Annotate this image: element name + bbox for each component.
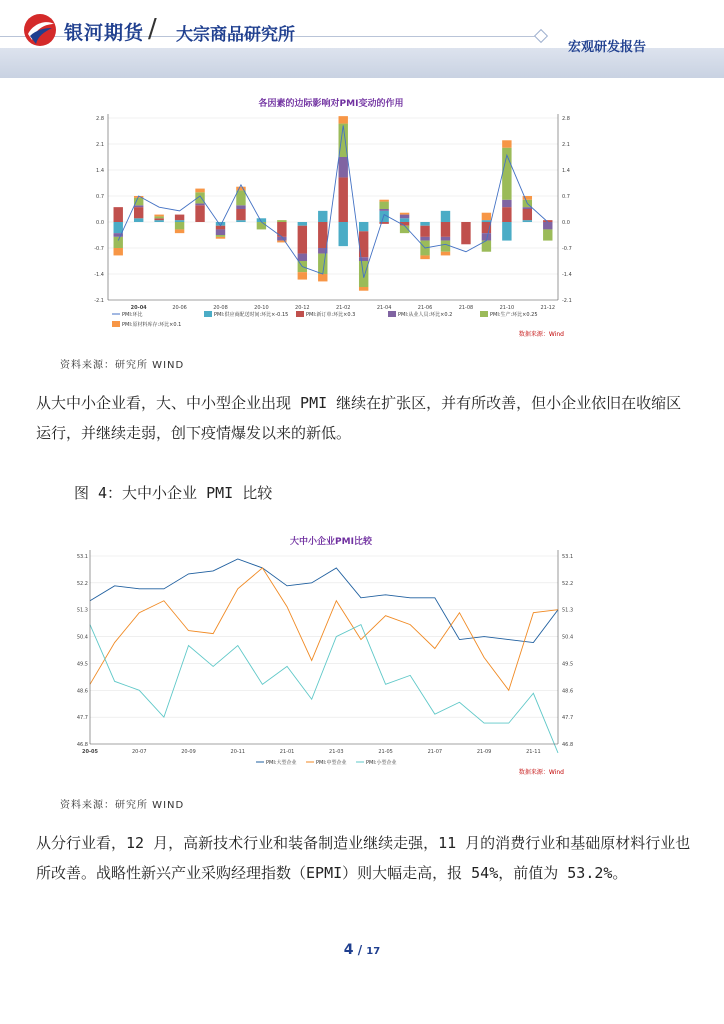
chart2-source-label: 数据来源：Wind (518, 769, 564, 776)
enterprise-pmi-chart (76, 530, 586, 780)
chart1-x-tick: 20-08 (213, 305, 228, 311)
chart1-bar-segment (236, 190, 245, 205)
chart2-x-tick: 20-07 (131, 749, 147, 755)
chart1-bar-segment (114, 207, 123, 222)
chart2-x-tick: 21-11 (526, 749, 541, 755)
chart2-series-line (90, 568, 558, 690)
chart1-bar-segment (175, 215, 184, 221)
chart1-x-tick: 20-06 (172, 305, 187, 311)
chart1-bar-segment (318, 211, 327, 222)
chart2-y-tick-right: 49.5 (562, 661, 574, 668)
chart1-bar-segment (523, 209, 532, 220)
chart2-legend-label: PMI:大型企业 (266, 760, 297, 766)
chart1-y-tick-right: -1.4 (562, 272, 572, 278)
chart1-bar-segment (236, 220, 245, 222)
chart1-bar-segment (420, 222, 429, 226)
chart1-bar-segment (236, 205, 245, 209)
chart1-bar-segment (216, 237, 225, 239)
chart1-bar-segment (400, 213, 409, 215)
pmi-factor-chart (86, 92, 586, 342)
page-number (0, 942, 724, 958)
chart1-bar-segment (420, 237, 429, 241)
chart1-bar-segment (134, 207, 143, 218)
chart1-bar-segment (298, 222, 307, 226)
chart1-bar-segment (318, 222, 327, 248)
chart2-series-line (90, 625, 558, 753)
chart1-y-tick-right: 1.4 (562, 168, 570, 174)
chart1-bar-segment (441, 237, 450, 241)
chart1-bar-segment (195, 205, 204, 222)
chart1-bar-segment (154, 218, 163, 220)
chart1-bar-segment (379, 200, 388, 202)
chart2-y-tick-right: 51.3 (562, 607, 574, 614)
chart1-y-tick-right: 0.0 (562, 220, 570, 226)
chart1-bar-segment (175, 222, 184, 229)
figure-4-title: 图 4：大中小企业 PMI 比较 (74, 484, 273, 502)
chart1-y-tick-left: -0.7 (94, 246, 104, 252)
chart1-legend-label: PMI:生产:环比×0.25 (490, 312, 538, 318)
chart1-bar-segment (298, 226, 307, 254)
chart1-legend-swatch (112, 321, 120, 327)
chart1-bar-segment (277, 220, 286, 222)
chart1-bar-segment (134, 218, 143, 222)
chart1-y-tick-left: -2.1 (94, 298, 104, 304)
chart1-x-tick: 21-12 (540, 305, 556, 311)
chart2-x-tick: 21-09 (476, 749, 492, 755)
chart1-bar-segment (420, 255, 429, 259)
page-header (0, 0, 724, 78)
chart1-y-tick-left: 0.0 (96, 220, 104, 226)
page-separator: / (357, 943, 363, 957)
chart2-y-tick-left: 47.7 (76, 715, 88, 722)
chart1-bar-segment (134, 205, 143, 207)
chart1-x-tick: 21-04 (376, 305, 392, 311)
chart1-bar-segment (482, 220, 491, 222)
chart1-y-tick-left: 1.4 (96, 168, 104, 174)
chart1-bar-segment (257, 222, 266, 229)
chart2-y-tick-left: 51.3 (76, 607, 88, 614)
chart1-bar-segment (359, 222, 368, 231)
chart1-legend-swatch (204, 311, 212, 317)
chart1-x-tick: 21-08 (458, 305, 474, 311)
chart1-bar-segment (236, 209, 245, 220)
chart1-bar-segment (298, 272, 307, 279)
source-note-1: 资料来源：研究所 WIND (60, 360, 185, 371)
chart1-bar-segment (359, 261, 368, 287)
chart1-bar-segment (441, 222, 450, 237)
chart2-y-tick-right: 48.6 (562, 688, 574, 695)
chart1-legend-label: PMI:新订单:环比×0.3 (306, 312, 356, 318)
chart1-bar-segment (441, 241, 450, 252)
chart1-bar-segment (216, 235, 225, 237)
chart1-bar-segment (502, 207, 511, 222)
chart1-bar-segment (216, 229, 225, 235)
chart1-y-tick-left: 2.8 (96, 116, 104, 122)
page-current: 4 (343, 942, 354, 958)
chart2-x-tick: 21-03 (329, 749, 344, 755)
chart1-bar-segment (502, 200, 511, 207)
chart1-bar-segment (236, 187, 245, 191)
chart1-legend-label: PMI:从业人员:环比×0.2 (398, 312, 453, 318)
chart2-x-tick: 21-07 (427, 749, 443, 755)
chart2-y-tick-left: 48.6 (76, 688, 88, 695)
chart1-legend-label: PMI:供应商配送时间:环比×-0.15 (214, 312, 289, 318)
brand-name: 银河期货 (64, 22, 145, 44)
chart1-y-tick-right: 2.8 (562, 116, 570, 122)
chart1-bar-segment (379, 202, 388, 209)
chart1-bar-segment (195, 203, 204, 205)
chart1-y-tick-left: 0.7 (96, 194, 104, 200)
chart2-x-tick: 20-11 (230, 749, 246, 755)
chart1-bar-segment (502, 222, 511, 241)
chart1-bar-segment (523, 220, 532, 222)
chart1-bar-segment (339, 177, 348, 222)
chart1-bar-segment (154, 216, 163, 218)
chart1-bar-segment (175, 229, 184, 233)
chart1-bar-segment (339, 116, 348, 123)
source-note-2: 资料来源：研究所 WIND (60, 800, 185, 811)
chart1-bar-segment (195, 189, 204, 193)
chart1-bar-segment (114, 248, 123, 255)
chart1-source-label: 数据来源：Wind (518, 331, 564, 338)
chart1-bar-segment (400, 215, 409, 219)
chart1-bar-segment (523, 207, 532, 209)
header-diamond-ornament (534, 29, 548, 43)
chart1-x-tick: 21-02 (335, 305, 351, 311)
department-name: 大宗商品研究所 (176, 25, 295, 45)
chart1-bar-segment (175, 220, 184, 222)
chart1-bar-segment (502, 140, 511, 147)
chart1-legend-swatch (296, 311, 304, 317)
chart1-x-tick: 21-10 (499, 305, 515, 311)
chart1-x-tick: 20-12 (295, 305, 310, 311)
chart2-y-tick-right: 46.8 (562, 742, 574, 748)
chart2-y-tick-left: 53.1 (76, 554, 88, 560)
chart1-y-tick-left: -1.4 (94, 272, 104, 278)
chart2-y-tick-left: 52.2 (76, 580, 88, 587)
chart2-y-tick-left: 49.5 (76, 661, 88, 668)
chart2-y-tick-right: 52.2 (562, 580, 574, 587)
chart1-y-tick-right: 0.7 (562, 194, 570, 200)
chart2-y-tick-right: 50.4 (562, 634, 574, 641)
chart1-bar-segment (441, 252, 450, 256)
chart1-legend-label: PMI:原材料库存:环比×0.1 (122, 322, 182, 328)
chart2-y-tick-right: 47.7 (562, 715, 574, 722)
chart1-legend-swatch (388, 311, 396, 317)
chart1-bar-segment (359, 257, 368, 261)
chart1-x-tick: 20-04 (130, 305, 147, 311)
chart1-y-tick-left: 2.1 (96, 142, 104, 148)
paragraph-1: 从大中小企业看，大、中小型企业出现 PMI 继续在扩张区，并有所改善，但小企业依旧在收缩区运行，并继续走弱，创下疫情爆发以来的新低。 (36, 394, 682, 442)
chart2-y-tick-left: 46.8 (76, 742, 88, 748)
chart1-bar-segment (482, 213, 491, 220)
chart1-bar-segment (154, 220, 163, 222)
chart1-y-tick-right: -2.1 (562, 298, 572, 304)
page-total: 17 (366, 946, 381, 957)
chart2-x-tick: 21-05 (378, 749, 393, 755)
chart1-legend-swatch (480, 311, 488, 317)
chart2-x-tick: 20-05 (82, 749, 98, 755)
header-separator: / (148, 14, 157, 44)
chart1-bar-segment (359, 287, 368, 291)
chart1-bar-segment (543, 229, 552, 240)
chart1-legend-label: PMI:环比 (122, 312, 143, 318)
chart1-bar-segment (420, 226, 429, 237)
chart2-y-tick-left: 50.4 (76, 634, 88, 641)
report-type: 宏观研发报告 (568, 40, 647, 55)
chart2-title: 大中小企业PMI比较 (290, 537, 372, 547)
chart2-legend-label: PMI:中型企业 (316, 760, 347, 766)
chart1-bar-segment (298, 254, 307, 261)
chart1-bar-segment (154, 215, 163, 217)
chart1-y-tick-right: -0.7 (562, 246, 572, 252)
chart1-bar-segment (339, 222, 348, 246)
chart1-bar-segment (318, 274, 327, 281)
chart1-x-tick: 20-10 (254, 305, 269, 311)
chart1-bar-segment (379, 209, 388, 211)
chart1-bar-segment (543, 222, 552, 229)
chart1-bar-segment (400, 218, 409, 222)
chart2-x-tick: 20-09 (181, 749, 196, 755)
chart2-legend-label: PMI:小型企业 (366, 760, 397, 766)
chart2-x-tick: 21-01 (279, 749, 295, 755)
chart1-y-tick-right: 2.1 (562, 142, 570, 148)
paragraph-2: 从分行业看，12 月，高新技术行业和装备制造业继续走强，11 月的消费行业和基础原材料行业也所改善。战略性新兴产业采购经理指数（EPMI）则大幅走高，报 54%，前值为 53.2%。 (36, 834, 691, 882)
chart1-x-tick: 21-06 (417, 305, 433, 311)
chart2-y-tick-right: 53.1 (562, 554, 574, 560)
chart1-bar-segment (461, 222, 470, 244)
chart1-bar-segment (114, 237, 123, 248)
chart1-title: 各因素的边际影响对PMI变动的作用 (258, 99, 404, 109)
chart1-bar-segment (339, 157, 348, 177)
chart1-bar-segment (441, 211, 450, 222)
chart1-bar-segment (114, 222, 123, 233)
galaxy-futures-logo-icon (22, 12, 58, 48)
chart1-pmi-line (118, 125, 548, 277)
